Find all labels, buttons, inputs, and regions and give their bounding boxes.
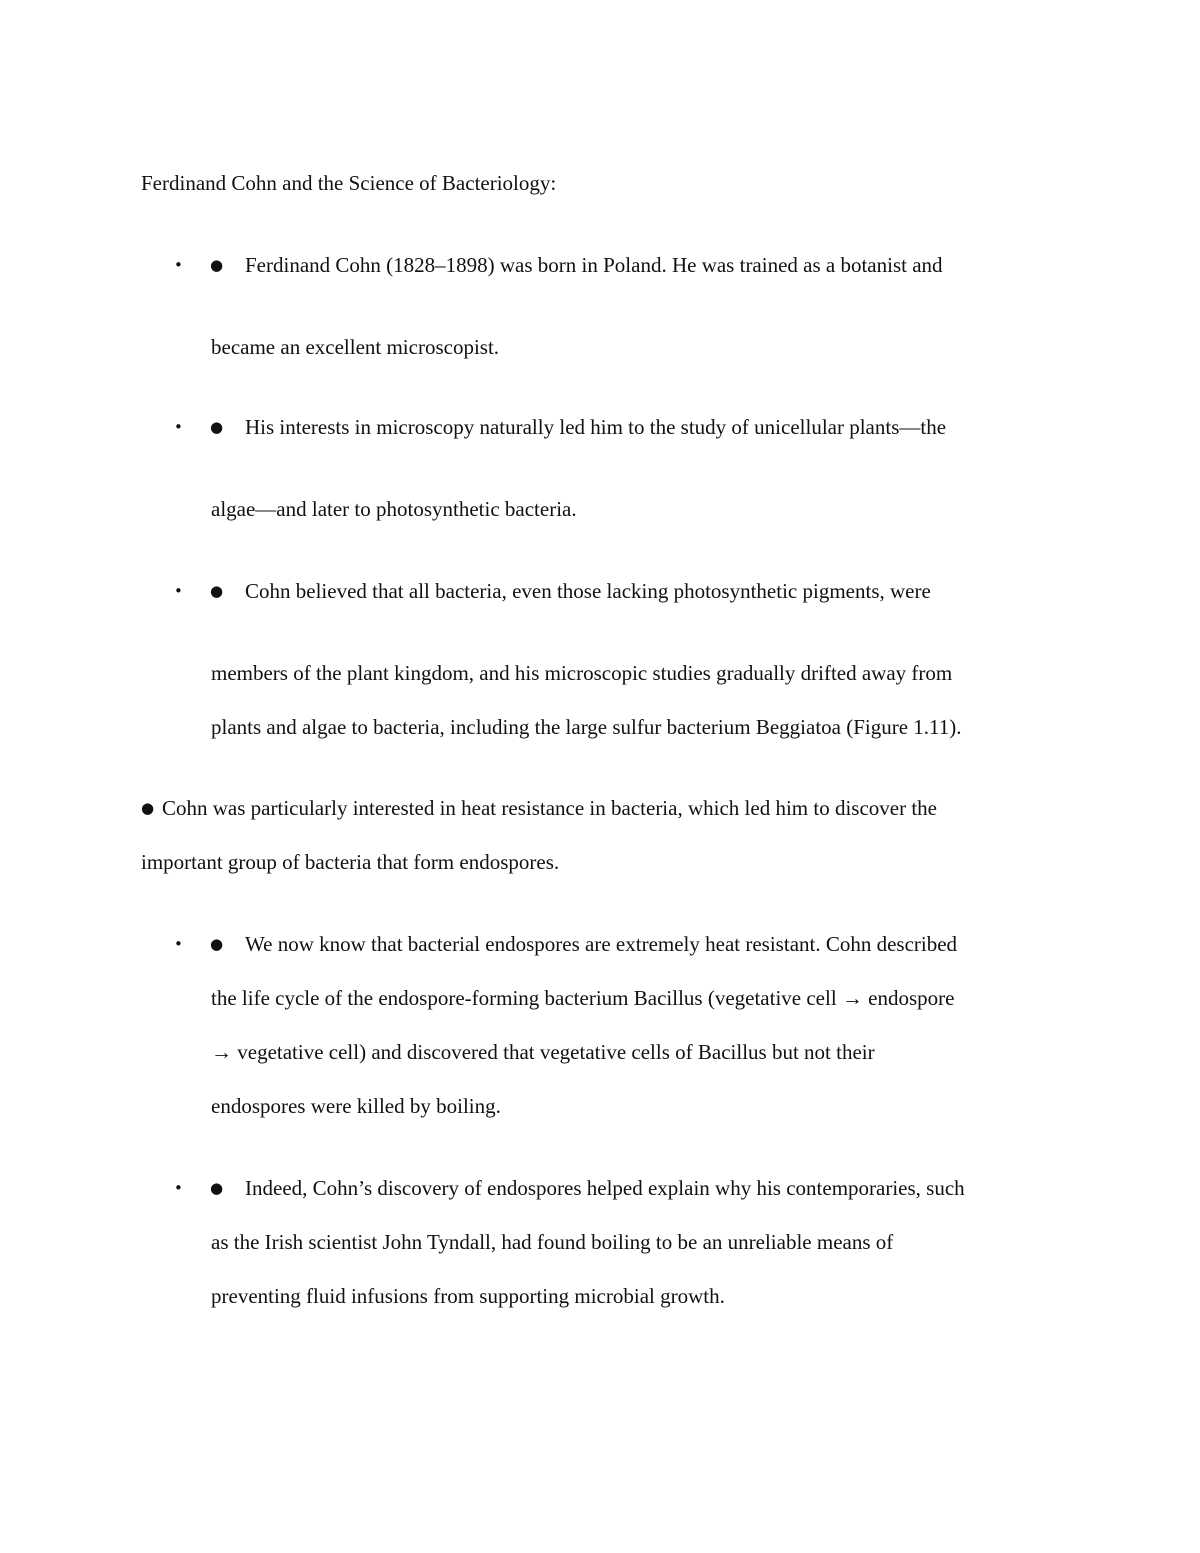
paragraph-line: important group of bacteria that form endospores. bbox=[141, 850, 560, 874]
outer-bullet: • bbox=[174, 1179, 183, 1197]
outer-bullet: • bbox=[174, 582, 183, 600]
inner-bullet: ● bbox=[210, 582, 224, 600]
paragraph-bullet: ● bbox=[141, 799, 155, 817]
list-item-line: Cohn believed that all bacteria, even those lacking photosynthetic pigments, were bbox=[245, 579, 931, 603]
list-item-line: Ferdinand Cohn (1828–1898) was born in Poland. He was trained as a botanist and bbox=[245, 253, 943, 277]
list-item-line: the life cycle of the endospore-forming bacterium Bacillus (vegetative cell → endospore bbox=[211, 986, 955, 1010]
document-title: Ferdinand Cohn and the Science of Bacteriology: bbox=[141, 171, 557, 195]
list-item-line: → vegetative cell) and discovered that vegetative cells of Bacillus but not their bbox=[211, 1040, 875, 1064]
list-item-line: as the Irish scientist John Tyndall, had found boiling to be an unreliable means of bbox=[211, 1230, 894, 1254]
list-item-line: Indeed, Cohn’s discovery of endospores helped explain why his contemporaries, such bbox=[245, 1176, 965, 1200]
list-item-line: We now know that bacterial endospores are extremely heat resistant. Cohn described bbox=[245, 932, 958, 956]
paragraph-line: Cohn was particularly interested in heat resistance in bacteria, which led him to discover the bbox=[162, 796, 937, 820]
outer-bullet: • bbox=[174, 256, 183, 274]
list-item-line: plants and algae to bacteria, including the large sulfur bacterium Beggiatoa (Figure 1.11). bbox=[211, 715, 962, 739]
list-item-line: became an excellent microscopist. bbox=[211, 335, 500, 359]
outer-bullet: • bbox=[174, 935, 183, 953]
outer-bullet: • bbox=[174, 418, 183, 436]
inner-bullet: ● bbox=[210, 1179, 224, 1197]
inner-bullet: ● bbox=[210, 256, 224, 274]
list-item-line: preventing fluid infusions from supporting microbial growth. bbox=[211, 1284, 725, 1308]
list-item-line: members of the plant kingdom, and his microscopic studies gradually drifted away from bbox=[211, 661, 953, 685]
list-item-line: endospores were killed by boiling. bbox=[211, 1094, 501, 1118]
inner-bullet: ● bbox=[210, 935, 224, 953]
inner-bullet: ● bbox=[210, 418, 224, 436]
list-item-line: algae—and later to photosynthetic bacteria. bbox=[211, 497, 577, 521]
list-item-line: His interests in microscopy naturally led him to the study of unicellular plants—the bbox=[245, 415, 947, 439]
